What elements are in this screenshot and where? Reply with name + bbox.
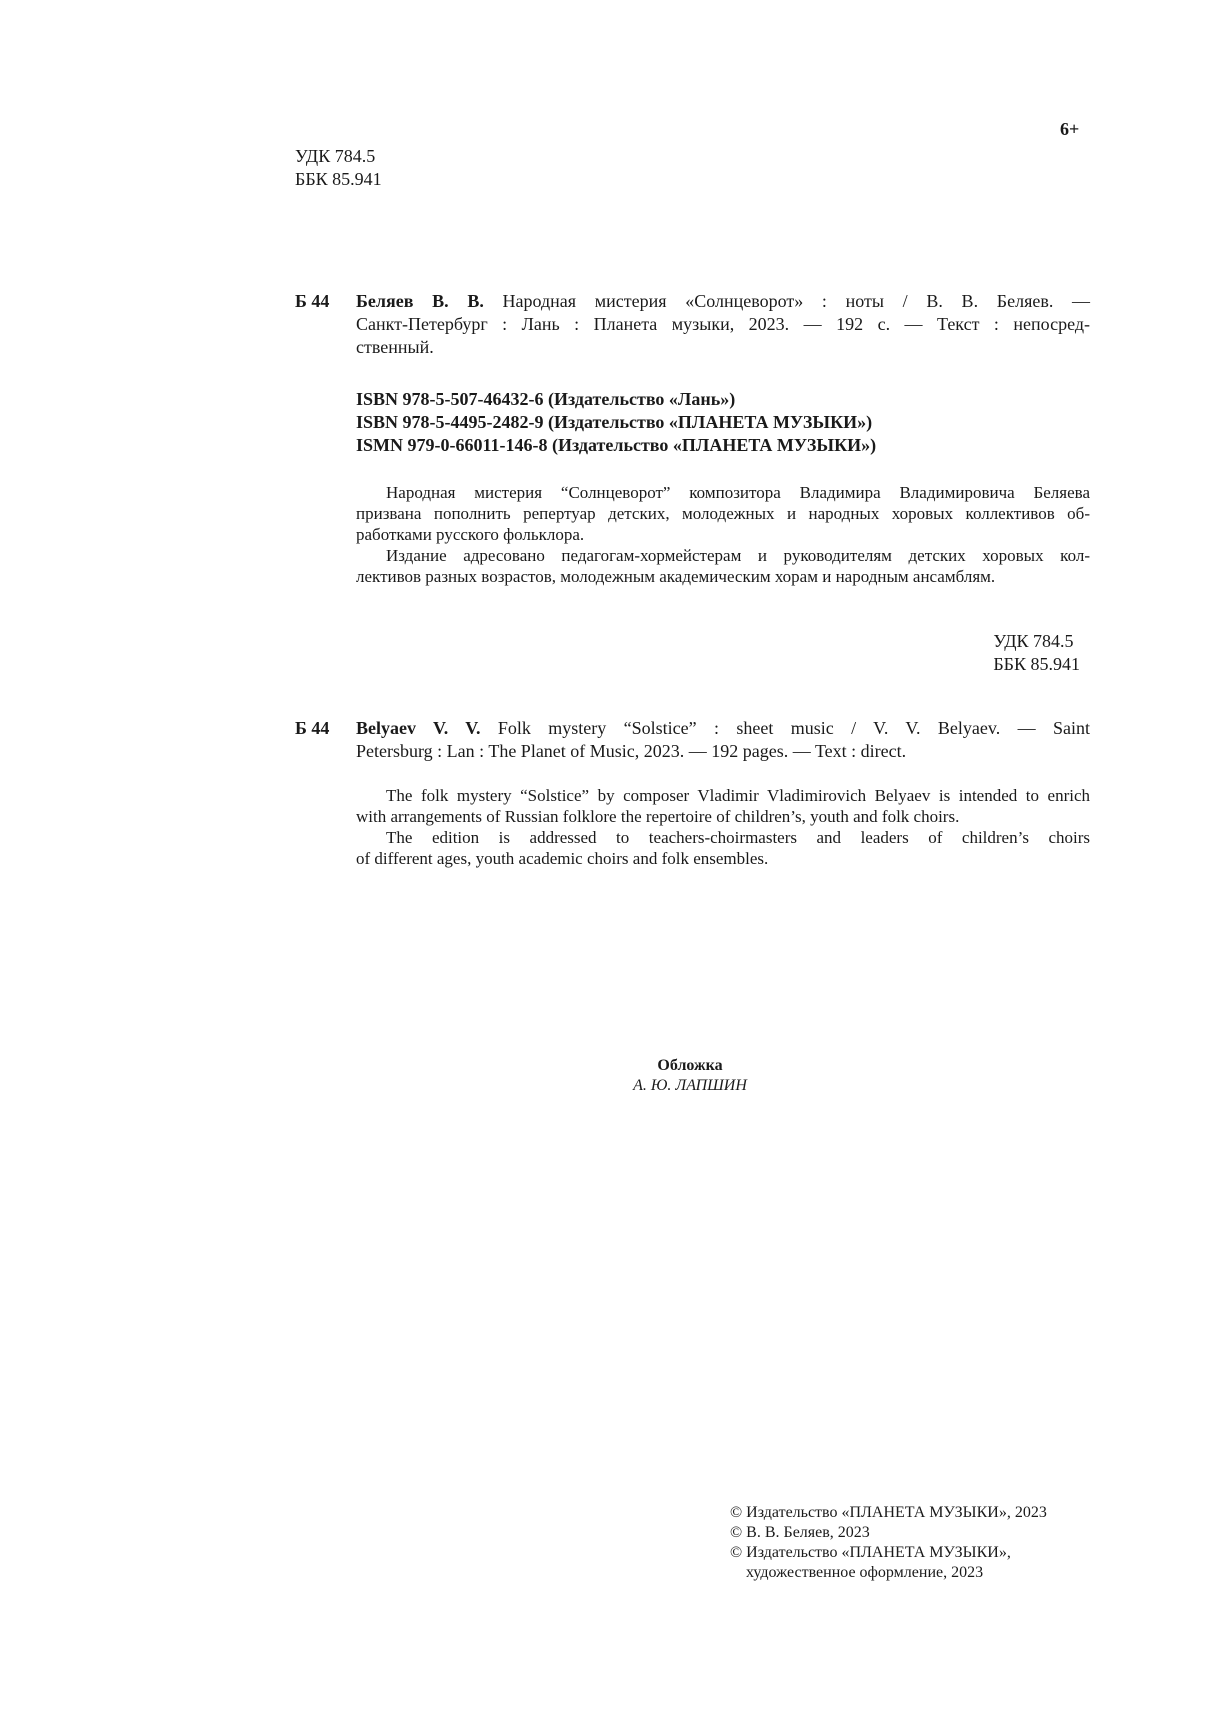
age-rating: 6+ <box>1060 119 1080 139</box>
isbn-lan: ISBN 978-5-507-46432-6 (Издательство «Лань») <box>356 389 736 409</box>
copyright-line-3: © Издательство «ПЛАНЕТА МУЗЫКИ», <box>730 1544 1011 1561</box>
abstract-ru-p1-l3: работками русского фольклора. <box>356 525 585 544</box>
copyright-block <box>730 1503 1100 1583</box>
record-title: Народная мистерия «Солнцеворот» : ноты / В. В. Беляев. — <box>502 291 1091 311</box>
record-en-line-2: Petersburg : Lan : The Planet of Music, 2023. — 192 pages. — Text : direct. <box>356 741 907 761</box>
cover-label: Обложка <box>657 1057 723 1074</box>
bibliographic-record-en <box>356 717 1090 763</box>
cover-designer: А. Ю. ЛАПШИН <box>633 1077 747 1094</box>
abstract-ru-p1-l2: призвана пополнить репертуар детских, молодежных и народных хоровых коллективов об- <box>356 504 1090 523</box>
udk-code: УДК 784.5 <box>295 146 376 166</box>
udk-code-mid: УДК 784.5 <box>993 631 1074 651</box>
record-en-title: Folk mystery “Solstice” : sheet music / V. V. Belyaev. — Saint <box>497 718 1090 738</box>
record-line-1 <box>356 290 1090 313</box>
abstract-ru-p2-l2: лективов разных возрастов, молодежным академическим хорам и народным ансамблям. <box>356 567 996 586</box>
bbk-code-mid: ББК 85.941 <box>993 654 1080 674</box>
record-author: Беляев В. В. <box>356 291 484 311</box>
isbn-planeta: ISBN 978-5-4495-2482-9 (Издательство «ПЛАНЕТА МУЗЫКИ») <box>356 412 873 432</box>
abstract-en-p2-l2: of different ages, youth academic choirs and folk ensembles. <box>356 849 769 868</box>
abstract-en <box>356 785 1090 869</box>
isbn-block <box>356 388 1090 457</box>
abstract-en-p2-l1: The edition is addressed to teachers-choirmasters and leaders of children’s choirs <box>386 828 1090 847</box>
record-line-3: ственный. <box>356 337 434 357</box>
abstract-en-p1-l2: with arrangements of Russian folklore the repertoire of children’s, youth and folk choirs. <box>356 807 960 826</box>
author-mark-en: Б 44 <box>295 718 330 738</box>
abstract-en-p1-l1: The folk mystery “Solstice” by composer Vladimir Vladimirovich Belyaev is intended to enrich <box>386 786 1090 805</box>
abstract-ru-p1-l1: Народная мистерия “Солнцеворот” композитора Владимира Владимировича Беляева <box>386 483 1090 502</box>
abstract-ru <box>356 482 1090 587</box>
bibliographic-record-ru <box>356 290 1090 359</box>
classification-top <box>295 145 495 191</box>
ismn-planeta: ISMN 979-0-66011-146-8 (Издательство «ПЛАНЕТА МУЗЫКИ») <box>356 435 877 455</box>
record-line-2: Санкт-Петербург : Лань : Планета музыки, 2023. — 192 с. — Текст : непосред- <box>356 314 1090 334</box>
copyright-line-4: художественное оформление, 2023 <box>746 1564 984 1581</box>
author-mark-ru: Б 44 <box>295 291 330 311</box>
bbk-code: ББК 85.941 <box>295 169 382 189</box>
record-en-line-1 <box>356 717 1090 740</box>
abstract-ru-p2-l1: Издание адресовано педагогам-хормейстерам и руководителям детских хоровых кол- <box>386 546 1090 565</box>
copyright-line-2: © В. В. Беляев, 2023 <box>730 1524 870 1541</box>
copyright-line-1: © Издательство «ПЛАНЕТА МУЗЫКИ», 2023 <box>730 1504 1047 1521</box>
cover-credit <box>520 1056 860 1096</box>
record-en-author: Belyaev V. V. <box>356 718 481 738</box>
classification-mid <box>880 630 1080 676</box>
